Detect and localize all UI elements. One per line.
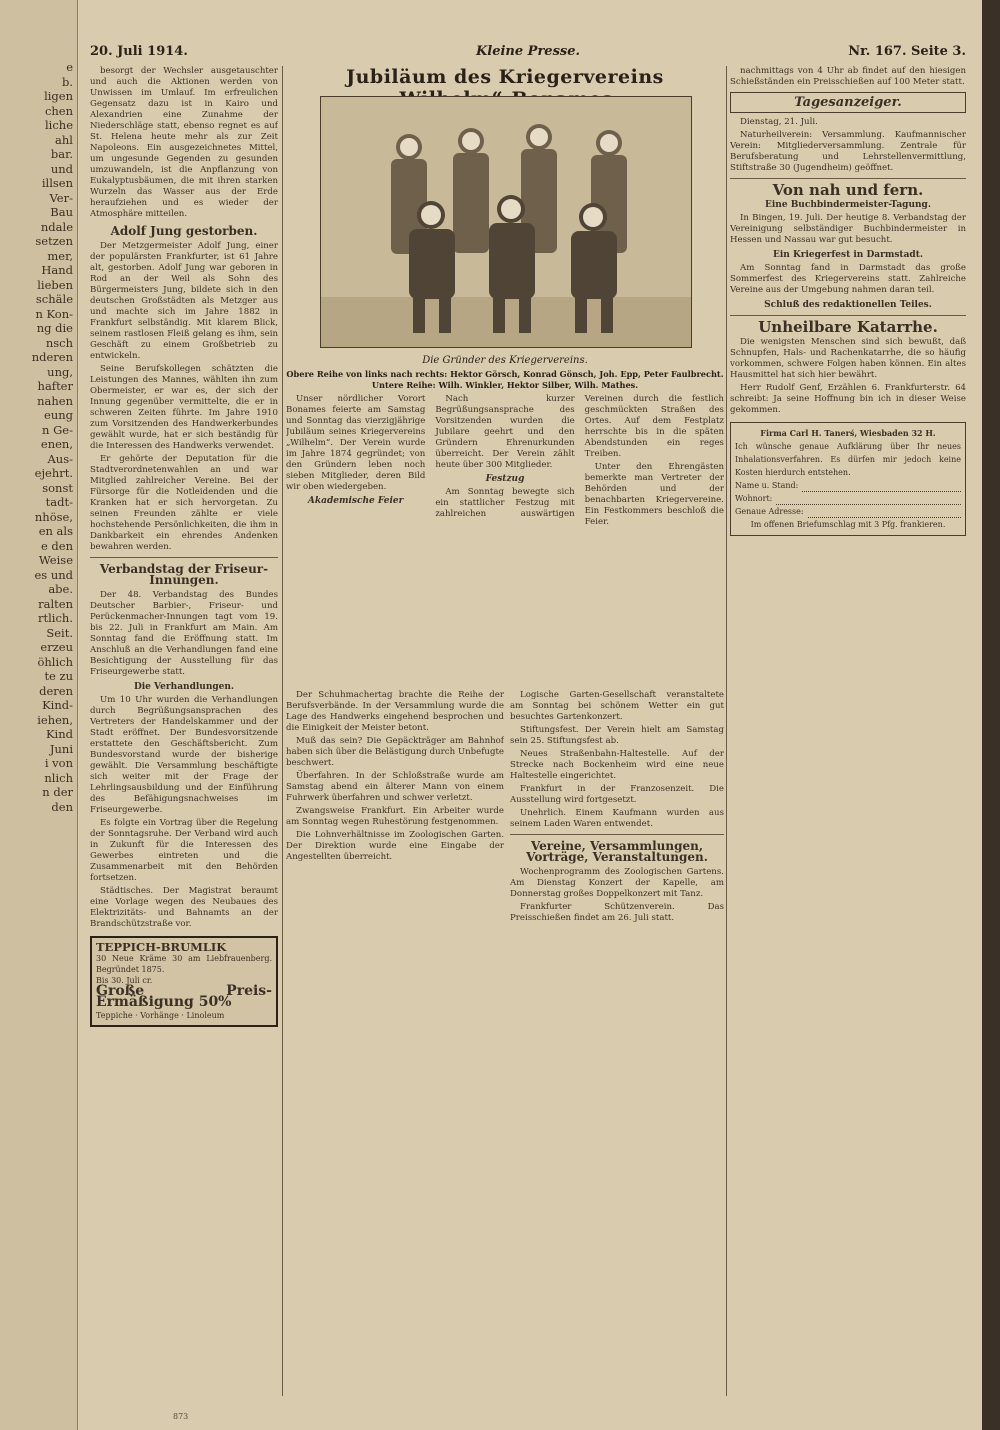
edge-text-fragment: ejehrt. [34, 466, 73, 480]
binding-edge [982, 0, 1000, 1430]
divider [730, 315, 966, 316]
coupon-footer: Im offenen Briefumschlag mit 3 Pfg. frankieren. [750, 520, 946, 529]
photo-caption-upper: Obere Reihe von links nach rechts: Hektor Görsch, Konrad Gönsch, Joh. Epp, Peter Faulbrecht. [286, 369, 724, 379]
article-text: Logische Garten-Gesellschaft veranstaltete am Sonntag bei schönem Wetter ein gut besuchtes Gartenkonzert. [510, 690, 724, 722]
photo-caption-title: Die Gründer des Kriegervereins. [422, 355, 588, 366]
edge-text-fragment: Weise [38, 553, 73, 567]
edge-text-fragment: es und [34, 567, 73, 582]
column-2 [286, 690, 504, 1396]
edge-text-fragment: illsen [41, 176, 73, 190]
article-text: Der Metzgermeister Adolf Jung, einer der populärsten Frankfurter, ist 61 Jahre alt, gestorben. Adolf Jung war geboren in Rod an der Weil als Sohn des Bürgermeisters Jung, bildete sich in den deutschen Großstädten als Metzger aus und machte sich im Jahre 1882 in Frankfurt selbständig. Mit klarem Blick, seinem rastlosen Fleiß gelang es ihm, sein Geschäft zu einem Großbetrieb zu entwickeln. [90, 241, 278, 361]
edge-text-fragment: bar. [50, 147, 73, 161]
article-text: Stiftungsfest. Der Verein hielt am Samstag sein 25. Stiftungsfest ab. [510, 725, 724, 746]
article-text: Wochenprogramm des Zoologischen Gartens. Am Dienstag Konzert der Kapelle, am Donnerstag großes Doppelkonzert mit Tanz. [510, 867, 724, 899]
edge-text-fragment: ndale [40, 219, 73, 234]
headline-katarrhe: Unheilbare Katarrhe. [758, 318, 938, 336]
ad-until: Bis 30. Juli cr. [96, 976, 153, 985]
article-text: Um 10 Uhr wurden die Verhandlungen durch Begrüßungsansprachen des Vertreters der Handelskammer und der Stadt eröffnet. Der Bundesvorsitzende erstattete den Geschäftsbericht. Zum Bundesvorstand wurde der bisherige gewählt. Die Versammlung beschäftigte sich weiter mit der Frage der Lehrlingsausbildung und der Einführung des Befähigungsnachweises im Friseurgewerbe. [90, 695, 278, 815]
edge-text-fragment: nahen [37, 393, 73, 408]
coupon-ort-line: Wohnort: [735, 492, 961, 505]
edge-text-fragment: rtlich. [38, 611, 73, 625]
header-paper-name: Kleine Presse. [475, 44, 581, 59]
edge-text-fragment: Bau [50, 205, 73, 219]
subheadline: Eine Buchbindermeister-Tagung. [765, 200, 931, 210]
edge-text-fragment: nlich [44, 770, 73, 785]
article-text: Überfahren. In der Schloßstraße wurde am Samstag abend ein älterer Mann von einem Fuhrwerk überfahren und schwer verletzt. [286, 771, 504, 803]
article-text: Am Sonntag fand in Darmstadt das große Sommerfest des Kriegervereins statt. Zahlreiche Vereine aus der Umgebung nahmen daran teil. [730, 263, 966, 295]
subheadline: Ein Kriegerfest in Darmstadt. [772, 250, 924, 260]
group-photo [320, 96, 692, 348]
edge-text-fragment: i von [44, 756, 73, 770]
article-text: Am Sonntag bewegte sich ein stattlicher Festzug mit zahlreichen auswärtigen Vereinen durch die festlich geschmückten Straßen des Ortes. Auf dem Festplatz herrschte bis in die späten Abendstunden ein reges Treiben. [435, 394, 724, 519]
article-text: In Bingen, 19. Juli. Der heutige 8. Verbandstag der Vereinigung selbständiger Buchbindermeister in Hessen und Nassau war gut besucht. [730, 213, 966, 245]
ad-address: 30 Neue Kräme 30 am Liebfrauenberg. Begründet 1875. [96, 954, 272, 974]
headline-jung: Adolf Jung gestorben. [110, 224, 258, 238]
edge-text-fragment: Seit. [46, 625, 73, 640]
article-text: Unehrlich. Einem Kaufmann wurden aus seinem Laden Waren entwendet. [510, 808, 724, 829]
edge-text-fragment: n der [42, 785, 73, 799]
edge-text-fragment: ng die [36, 321, 73, 335]
coupon-form [730, 422, 966, 536]
article-text: Frankfurter Schützenverein. Das Preisschießen findet am 26. Juli statt. [510, 902, 724, 923]
edge-text-fragment: sonst [42, 480, 73, 495]
article-text: Die Lohnverhältnisse im Zoologischen Garten. Der Direktion wurde eine Eingabe der Angestellten überreicht. [286, 830, 504, 862]
edge-text-fragment: schäle [35, 292, 73, 306]
column-4 [730, 66, 966, 1396]
edge-text-fragment: hafter [37, 379, 73, 393]
article-text: besorgt der Wechsler ausgetauschter und auch die Aktionen werden von Unwissen im Umlauf. Im erfreulichen Gegensatz dazu ist in Kairo und Alexandrien eine Zunahme der Niederschläge statt, ebenso regnet es auf St. Helena heute mehr als zur Zeit Napoleons. Ein ausgezeichnetes Mittel, um ungesunde Gegenden zu gesunden umzuwandeln, ist die Anpflanzung von Eukalyptusbäumen, die mit ihren starken Wurzeln das Wasser aus der Erde heraufziehen und es wieder der Atmosphäre mitteilen. [90, 66, 278, 219]
article-text: Er gehörte der Deputation für die Stadtverordnetenwahlen an und war Mitglied zahlreicher Vereine. Bei der Fürsorge für die Notleidenden und die Kranken hat er sich hervorgetan. Zu seinen Freunden zählte er viele hochstehende Persönlichkeiten, die ihm in Dankbarkeit ein ehrendes Andenken bewahren werden. [90, 454, 278, 552]
subheadline: Die Verhandlungen. [133, 682, 235, 692]
edge-text-fragment: setzen [35, 234, 73, 248]
article-text: Frankfurt in der Franzosenzeit. Die Ausstellung wird fortgesetzt. [510, 784, 724, 805]
article-text: Unser nördlicher Vorort Bonames feierte am Samstag und Sonntag das vierzigjährige Jubiläum seines Kriegervereins „Wilhelm“. Der Verein wurde im Jahre 1874 gegründet; von den Gründern leben noch sieben Mitglieder, deren Bild wir oben wiedergeben. [286, 394, 426, 492]
edge-text-fragment: nhöse, [34, 509, 73, 524]
headline-friseur: Verbandstag der Friseur-Innungen. [99, 562, 269, 587]
edge-text-fragment: mer, [47, 248, 73, 263]
edge-text-fragment: te zu [44, 669, 73, 683]
edge-text-fragment: iehen, [37, 712, 73, 727]
edge-text-fragment: den [51, 799, 73, 814]
divider [730, 178, 966, 179]
photo-illustration [321, 97, 691, 347]
article-text: Die wenigsten Menschen sind sich bewußt, daß Schnupfen, Hals- und Rachenkatarrhe, die so häufig vorkommen, schwere Folgen haben können. Ein altes Hausmittel hat sich hier bewährt. [730, 337, 966, 380]
edge-text-fragment: Ver- [49, 190, 73, 205]
article-text: Unter den Ehrengästen bemerkte man Vertreter der Behörden und der benachbarten Kriegervereine. Ein Festkommers beschloß die Feier. [584, 462, 724, 527]
article-text: Herr Rudolf Genf, Erzählen 6. Frankfurterstr. 64 schreibt: Ja seine Hoffnung bin ich in dieser Weise gekommen. [730, 383, 966, 415]
edge-text-fragment: en als [38, 524, 73, 538]
article-text: Nach kurzer Begrüßungsansprache des Vorsitzenden wurden die Jubilare geehrt und den Gründern Ehrenurkunden überreicht. Der Verein zählt heute über 300 Mitglieder. [435, 394, 575, 470]
article-text: Der Schuhmachertag brachte die Reihe der Berufsverbände. In der Versammlung wurde die Lage des Handwerks eingehend besprochen und die Einigkeit der Meister betont. [286, 690, 504, 733]
edge-text-fragment: abe. [48, 582, 73, 596]
edge-text-fragment: ligen [44, 89, 73, 103]
column-rule [726, 66, 727, 1396]
header-page-number: Nr. 167. Seite 3. [848, 44, 966, 59]
article-text: Neues Straßenbahn-Haltestelle. Auf der Strecke nach Bockenheim wird eine neue Haltestelle eingerichtet. [510, 749, 724, 781]
tagesanzeiger-title: Tagesanzeiger. [794, 95, 902, 110]
edge-text-fragment: und [50, 161, 73, 176]
jubilee-article [286, 394, 724, 684]
article-text: Städtisches. Der Magistrat beraumt eine Vorlage wegen des Neubaues des Elektrizitäts- und Bahnamts an der Brandschützstraße vor. [90, 886, 278, 929]
subheadline: Festzug [485, 474, 525, 484]
edge-text-fragment: b. [61, 74, 73, 89]
ad-company-name: TEPPICH-BRUMLIK [96, 940, 227, 954]
edge-text-fragment: Kind- [42, 698, 73, 712]
edge-text-fragment: deren [39, 683, 73, 698]
article-text: Seine Berufskollegen schätzten die Leistungen des Mannes, wählten ihn zum Obermeister, er war es, der sich der Innung gegenüber vermittelte, die er in schweren Zeiten führte. Im Jahre 1910 zum Vorsitzenden des Handwerkerbundes gewählt wurde, hat er sich beständig für die Interessen des Handwerks verwendet. [90, 364, 278, 451]
edge-text-fragment: lieben [37, 277, 73, 292]
photo-caption-lower: Untere Reihe: Wilh. Winkler, Hektor Silber, Wilh. Mathes. [371, 380, 639, 390]
article-text: Muß das sein? Die Gepäckträger am Bahnhof haben sich über die Belästigung durch Unbefugte beschwert. [286, 736, 504, 768]
coupon-firm: Firma Carl H. Tanerś, Wiesbaden 32 H. [760, 428, 936, 438]
tagesanzeiger-box [730, 92, 966, 113]
edge-text-fragment: ralten [38, 596, 73, 611]
edge-text-fragment: n Kon- [35, 306, 73, 321]
edge-text-fragment: nderen [31, 350, 73, 364]
edge-text-fragment: nsch [45, 335, 73, 350]
edge-text-fragment: öhlich [37, 654, 73, 669]
edge-text-fragment: n Ge- [42, 422, 73, 437]
column-1 [90, 66, 278, 1396]
page-footer-number: 873 [173, 1412, 189, 1421]
tagesanzeiger-date: Dienstag, 21. Juli. [740, 117, 818, 127]
editorial-closing: Schluß des redaktionellen Teiles. [764, 300, 932, 310]
headline-vereine: Vereine, Versammlungen, Vorträge, Veranstaltungen. [526, 839, 708, 864]
edge-text-fragment: Juni [49, 741, 73, 756]
coupon-note: Ich wünsche genaue Aufklärung über Ihr neues Inhalationsverfahren. Es dürfen mir jedoch keine Kosten hierdurch entstehen. [735, 442, 961, 477]
article-text: Es folgte ein Vortrag über die Regelung der Sonntagsruhe. Der Verband wird auch in Zukunft für die Interessen des Gewerbes eintreten und die Zusammenarbeit mit den Behörden fortsetzen. [90, 818, 278, 883]
edge-text-fragment: ahl [55, 132, 73, 147]
divider [90, 557, 278, 558]
edge-text-fragment: chen [44, 103, 73, 118]
edge-text-fragment: tadt- [45, 495, 73, 509]
coupon-address-line: Genaue Adresse: [735, 505, 961, 518]
ad-offer: Große Preis-Ermäßigung 50% [96, 983, 272, 1010]
adjacent-page-edge [0, 0, 78, 1430]
teppich-advertisement [90, 936, 278, 1027]
newspaper-page [78, 0, 982, 1430]
headline-nah-fern: Von nah und fern. [772, 181, 924, 199]
edge-text-fragment: e [66, 60, 73, 74]
edge-text-fragment: enen, [40, 437, 73, 451]
column-rule [282, 66, 283, 1396]
edge-text-fragment: e den [40, 538, 73, 553]
ad-items: Teppiche · Vorhänge · Linoleum [96, 1011, 225, 1020]
article-text: Zwangsweise Frankfurt. Ein Arbeiter wurde am Sonntag wegen Ruhestörung festgenommen. [286, 806, 504, 827]
article-text: Naturheilverein: Versammlung. Kaufmannischer Verein: Mitgliederversammlung. Zentrale für Berufsberatung und Lehrstellenvermittlung, Stiftstraße 30 (Jugendheim) geöffnet. [730, 130, 966, 173]
header-date: 20. Juli 1914. [90, 44, 188, 59]
edge-text-fragment: eung [44, 408, 73, 422]
edge-text-fragment: Aus- [47, 451, 73, 466]
edge-text-fragment: erzeu [40, 640, 73, 654]
banner-headline: Jubiläum des Kriegervereins [346, 66, 664, 88]
subheadline: Akademische Feier [307, 496, 404, 506]
page-header [90, 44, 966, 64]
coupon-name-line: Name u. Stand: [735, 479, 961, 492]
divider [510, 834, 724, 835]
column-3 [510, 690, 724, 1396]
edge-text-fragment: liche [44, 118, 73, 132]
article-text: Der 48. Verbandstag des Bundes Deutscher Barbier-, Friseur- und Perückenmacher-Innungen tagt vom 19. bis 22. Juli in Frankfurt am Main. Am Sonntag fand die Eröffnung statt. Im Anschluß an die Verhandlungen fand eine Besichtigung der Ausstellung für das Friseurgewerbe statt. [90, 590, 278, 677]
edge-text-fragment: ung, [47, 364, 73, 379]
article-text: nachmittags von 4 Uhr ab findet auf den hiesigen Schießständen ein Preisschießen auf 100 Meter statt. [730, 66, 966, 87]
edge-text-fragment: Hand [41, 263, 73, 277]
edge-text-fragment: Kind [45, 727, 73, 741]
